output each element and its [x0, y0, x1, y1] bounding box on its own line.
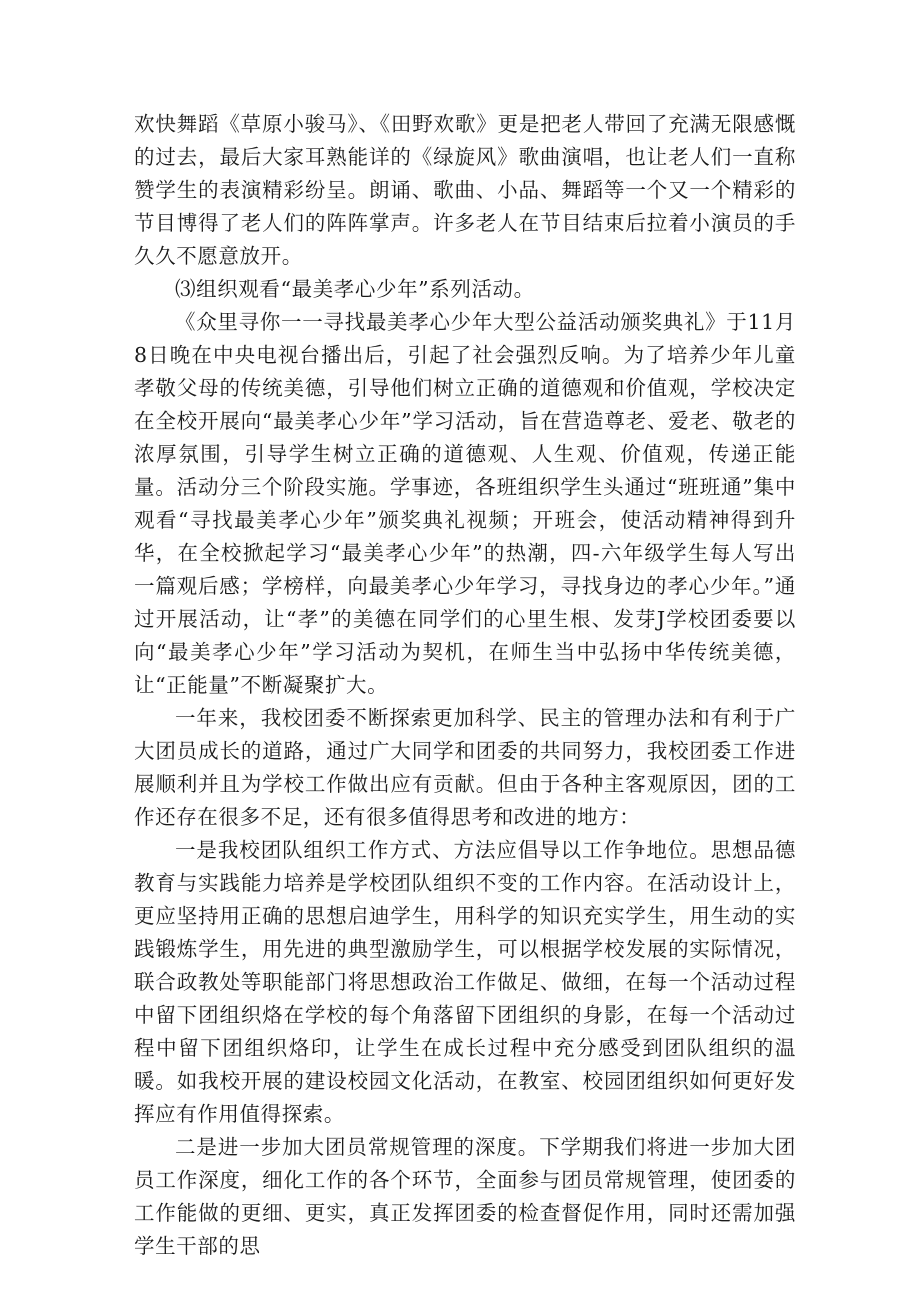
paragraph-year-review: 一年来，我校团委不断探索更加科学、民主的管理办法和有利于广大团员成长的道路，通过广大同学和团委的共同努力，我校团委工作进展顺利并且为学校工作做出应有贡献。但由于各种主客观原因，团的工作还存在很多不足，还有很多值得思考和改进的地方： [134, 706, 796, 829]
section-heading-filial-youth: ⑶组织观看“最美孝心少年”系列活动。 [175, 277, 535, 301]
paragraph-filial-youth-activity: 《众里寻你一一寻找最美孝心少年大型公益活动颁奖典礼》于11月8日晚在中央电视台播出后，引起了社会强烈反响。为了培养少年儿童孝敬父母的传统美德，引导他们树立正确的道德观和价值观，学校决定在全校开展向“最美孝心少年”学习活动，旨在营造尊老、爱老、敬老的浓厚氛围，引导学生树立正确的道德观、人生观、价值观，传递正能量。活动分三个阶段实施。学事迹，各班组织学生头通过“班班通”集中观看“寻找最美孝心少年”颁奖典礼视频；开班会，使活动精神得到升华，在全校掀起学习“最美孝心少年”的热潮，四-六年级学生每人写出一篇观后感；学榜样，向最美孝心少年学习，寻找身边的孝心少年。”通过开展活动，让“孝”的美德在同学们的心里生根、发芽J学校团委要以向“最美孝心少年”学习活动为契机，在师生当中弘扬中华传统美德，让“正能量”不断凝聚扩大。 [134, 310, 796, 697]
paragraph-point-one: 一是我校团队组织工作方式、方法应倡导以工作争地位。思想品德教育与实践能力培养是学校团队组织不变的工作内容。在活动设计上，更应坚持用正确的思想启迪学生，用科学的知识充实学生，用生动的实践锻炼学生，用先进的典型激励学生，可以根据学校发展的实际情况，联合政教处等职能部门将思想政治工作做足、做细，在每一个活动过程中留下团组织烙在学校的每个角落留下团组织的身影，在每一个活动过程中留下团组织烙印，让学生在成长过程中充分感受到团队组织的温暖。如我校开展的建设校园文化活动，在教室、校园团组织如何更好发挥应有作用值得探索。 [134, 838, 796, 1126]
document-body [134, 108, 796, 1263]
paragraph-performance-summary: 欢快舞蹈《草原小骏马》、《田野欢歌》更是把老人带回了充满无限感慨的过去，最后大家耳熟能详的《绿旋风》歌曲演唱，也让老人们一直称赞学生的表演精彩纷呈。朗诵、歌曲、小品、舞蹈等一个又一个精彩的节目博得了老人们的阵阵掌声。许多老人在节目结束后拉着小演员的手久久不愿意放开。 [134, 112, 796, 268]
paragraph-point-two: 二是进一步加大团员常规管理的深度。下学期我们将进一步加大团员工作深度，细化工作的各个环节，全面参与团员常规管理，使团委的工作能做的更细、更实，真正发挥团委的检查督促作用，同时还需加强学生干部的思 [134, 1135, 796, 1258]
